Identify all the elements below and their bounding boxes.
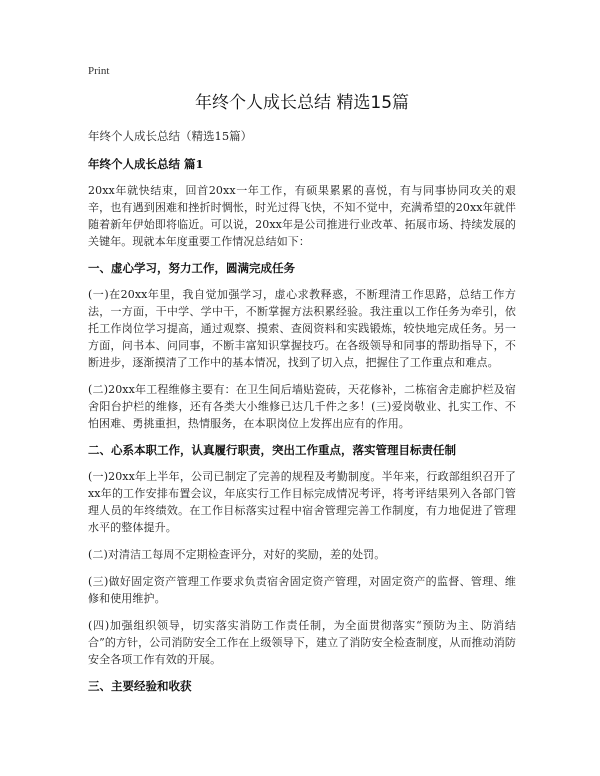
- article-heading: 年终个人成长总结 篇1: [88, 157, 204, 171]
- section-heading-2: 二、心系本职工作，认真履行职责，突出工作重点，落实管理目标责任制: [88, 443, 456, 457]
- paragraph-cleaning: (二)对清洁工每周不定期检查评分，对好的奖励，差的处罚。: [88, 548, 386, 561]
- paragraph-maintenance: (二)20xx年工程维修主要有：在卫生间后墙贴瓷砖，天花修补，二栋宿舍走廊护栏及宿舍阳台护栏的维修，还有各类大小维修已达几千件之多！(三)爱岗敬业、扎实工作、不怕困难、勇挑重担，热情服务，在本职岗位上发挥出应有的作用。: [88, 383, 516, 430]
- paragraph-study: (一)在20xx年里，我自觉加强学习，虚心求教释惑，不断理清工作思路，总结工作方法，一方面，干中学、学中干，不断掌握方法积累经验。我注重以工作任务为牵引，依托工作岗位学习提高，通过观察、摸索、查阅资料和实践锻炼，较快地完成任务。另一方面，问书本、问同事，不断丰富知识掌握技巧。在各级领导和同事的帮助指导下，不断进步，逐渐摸清了工作中的基本情况，找到了切入点，把握住了工作重点和难点。: [88, 288, 516, 369]
- paragraph-management: (一)20xx年上半年，公司已制定了完善的规程及考勤制度。半年来，行政部组织召开了xx年的工作安排布置会议，年底实行工作目标完成情况考评，将考评结果列入各部门管理人员的年终绩效。在工作目标落实过程中宿舍管理完善工作制度，有力地促进了管理水平的整体提升。: [88, 470, 516, 534]
- section-heading-1: 一、虚心学习，努力工作，圆满完成任务: [88, 261, 295, 275]
- paragraph-assets: (三)做好固定资产管理工作要求负责宿舍固定资产管理，对固定资产的监督、管理、维修和使用维护。: [88, 575, 516, 605]
- document-subtitle: 年终个人成长总结（精选15篇）: [88, 129, 253, 143]
- paragraph-fire-safety: (四)加强组织领导，切实落实消防工作责任制，为全面贯彻落实“预防为主、防消结合”的方针，公司消防安全工作在上级领导下，建立了消防安全检查制度，从而推动消防安全各项工作有效的开展。: [88, 619, 516, 666]
- document-title: 年终个人成长总结 精选15篇: [194, 93, 410, 113]
- document-page: [88, 64, 516, 704]
- section-heading-3: 三、主要经验和收获: [88, 679, 192, 693]
- print-label: Print: [88, 65, 110, 77]
- intro-paragraph: 20xx年就快结束，回首20xx一年工作，有硕果累累的喜悦，有与同事协同攻关的艰辛，也有遇到困难和挫折时惆怅，时光过得飞快，不知不觉中，充满希望的20xx年就伴随着新年伊始即将临近。可以说，20xx年是公司推进行业改革、拓展市场、持续发展的关键年。现就本年度重要工作情况总结如下：: [88, 184, 516, 248]
